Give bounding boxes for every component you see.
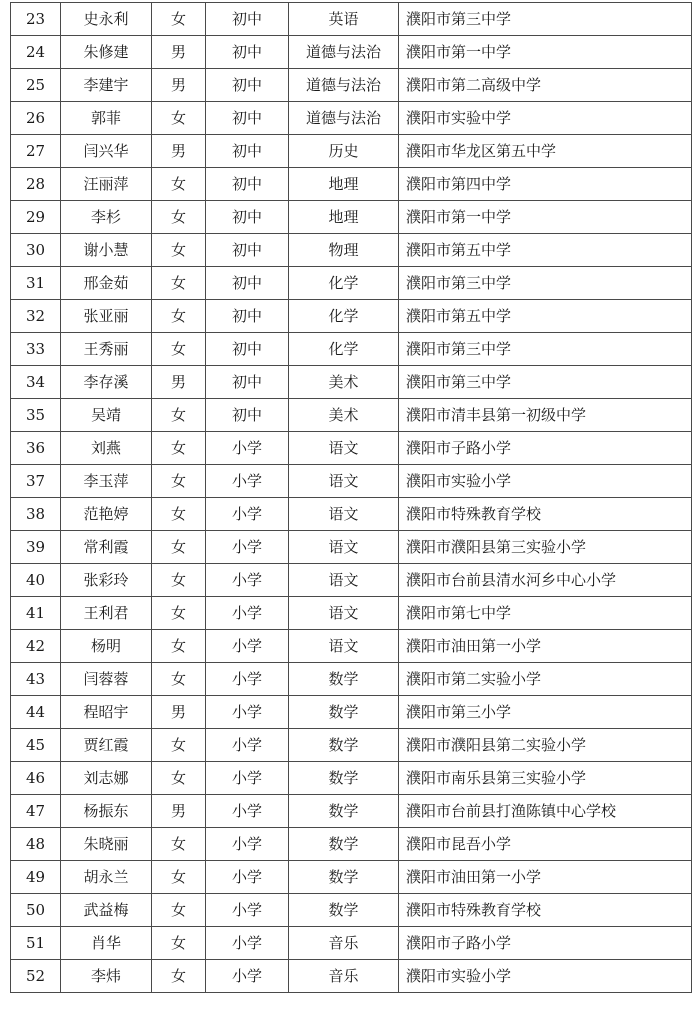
table-row <box>11 498 692 531</box>
teacher-name-cell: 刘燕 <box>61 432 152 465</box>
gender-cell: 女 <box>152 564 206 597</box>
row-number-cell: 32 <box>11 300 61 333</box>
gender-cell: 女 <box>152 729 206 762</box>
table-row <box>11 69 692 102</box>
school-cell: 濮阳市濮阳县第三实验小学 <box>399 531 692 564</box>
gender-cell: 女 <box>152 498 206 531</box>
table-row <box>11 795 692 828</box>
subject-cell: 地理 <box>289 168 399 201</box>
row-number-cell: 33 <box>11 333 61 366</box>
gender-cell: 男 <box>152 696 206 729</box>
school-cell: 濮阳市濮阳县第二实验小学 <box>399 729 692 762</box>
school-cell: 濮阳市实验小学 <box>399 465 692 498</box>
school-cell: 濮阳市油田第一小学 <box>399 861 692 894</box>
subject-cell: 语文 <box>289 597 399 630</box>
subject-cell: 美术 <box>289 399 399 432</box>
row-number-cell: 48 <box>11 828 61 861</box>
subject-cell: 化学 <box>289 300 399 333</box>
subject-cell: 语文 <box>289 432 399 465</box>
row-number-cell: 45 <box>11 729 61 762</box>
row-number-cell: 43 <box>11 663 61 696</box>
school-level-cell: 初中 <box>206 333 289 366</box>
subject-cell: 语文 <box>289 630 399 663</box>
school-level-cell: 小学 <box>206 432 289 465</box>
gender-cell: 女 <box>152 663 206 696</box>
school-cell: 濮阳市子路小学 <box>399 432 692 465</box>
teacher-name-cell: 邢金茹 <box>61 267 152 300</box>
table-row <box>11 399 692 432</box>
row-number-cell: 47 <box>11 795 61 828</box>
row-number-cell: 40 <box>11 564 61 597</box>
school-level-cell: 初中 <box>206 135 289 168</box>
school-cell: 濮阳市第七中学 <box>399 597 692 630</box>
school-level-cell: 小学 <box>206 498 289 531</box>
table-row <box>11 234 692 267</box>
teacher-name-cell: 王秀丽 <box>61 333 152 366</box>
subject-cell: 数学 <box>289 762 399 795</box>
gender-cell: 男 <box>152 69 206 102</box>
row-number-cell: 46 <box>11 762 61 795</box>
school-level-cell: 小学 <box>206 861 289 894</box>
teacher-name-cell: 李存溪 <box>61 366 152 399</box>
teacher-name-cell: 李杉 <box>61 201 152 234</box>
school-cell: 濮阳市第二高级中学 <box>399 69 692 102</box>
gender-cell: 女 <box>152 399 206 432</box>
gender-cell: 男 <box>152 366 206 399</box>
subject-cell: 音乐 <box>289 960 399 993</box>
school-cell: 濮阳市第四中学 <box>399 168 692 201</box>
school-level-cell: 小学 <box>206 597 289 630</box>
gender-cell: 女 <box>152 432 206 465</box>
school-cell: 濮阳市第五中学 <box>399 300 692 333</box>
table-row <box>11 564 692 597</box>
gender-cell: 女 <box>152 597 206 630</box>
table-row <box>11 102 692 135</box>
school-level-cell: 小学 <box>206 828 289 861</box>
school-level-cell: 小学 <box>206 960 289 993</box>
school-cell: 濮阳市第三中学 <box>399 366 692 399</box>
school-cell: 濮阳市油田第一小学 <box>399 630 692 663</box>
school-level-cell: 初中 <box>206 168 289 201</box>
teacher-name-cell: 史永利 <box>61 3 152 36</box>
gender-cell: 女 <box>152 630 206 663</box>
subject-cell: 语文 <box>289 564 399 597</box>
school-cell: 濮阳市台前县清水河乡中心小学 <box>399 564 692 597</box>
gender-cell: 女 <box>152 465 206 498</box>
row-number-cell: 30 <box>11 234 61 267</box>
row-number-cell: 37 <box>11 465 61 498</box>
row-number-cell: 35 <box>11 399 61 432</box>
school-cell: 濮阳市第三中学 <box>399 3 692 36</box>
gender-cell: 女 <box>152 3 206 36</box>
row-number-cell: 52 <box>11 960 61 993</box>
table-row <box>11 333 692 366</box>
school-level-cell: 初中 <box>206 36 289 69</box>
teacher-name-cell: 闫蓉蓉 <box>61 663 152 696</box>
school-cell: 濮阳市清丰县第一初级中学 <box>399 399 692 432</box>
school-level-cell: 初中 <box>206 201 289 234</box>
row-number-cell: 51 <box>11 927 61 960</box>
teacher-name-cell: 杨明 <box>61 630 152 663</box>
teacher-name-cell: 郭菲 <box>61 102 152 135</box>
table-row <box>11 3 692 36</box>
teacher-name-cell: 常利霞 <box>61 531 152 564</box>
school-level-cell: 初中 <box>206 3 289 36</box>
gender-cell: 女 <box>152 102 206 135</box>
teacher-name-cell: 武益梅 <box>61 894 152 927</box>
table-row <box>11 168 692 201</box>
teacher-name-cell: 闫兴华 <box>61 135 152 168</box>
row-number-cell: 38 <box>11 498 61 531</box>
teacher-name-cell: 刘志娜 <box>61 762 152 795</box>
row-number-cell: 36 <box>11 432 61 465</box>
row-number-cell: 24 <box>11 36 61 69</box>
gender-cell: 女 <box>152 762 206 795</box>
school-level-cell: 初中 <box>206 267 289 300</box>
row-number-cell: 26 <box>11 102 61 135</box>
school-level-cell: 小学 <box>206 663 289 696</box>
table-row <box>11 135 692 168</box>
gender-cell: 女 <box>152 960 206 993</box>
table-row <box>11 927 692 960</box>
gender-cell: 女 <box>152 234 206 267</box>
school-level-cell: 小学 <box>206 729 289 762</box>
row-number-cell: 39 <box>11 531 61 564</box>
subject-cell: 道德与法治 <box>289 102 399 135</box>
subject-cell: 化学 <box>289 267 399 300</box>
teacher-name-cell: 程昭宇 <box>61 696 152 729</box>
row-number-cell: 29 <box>11 201 61 234</box>
table-row <box>11 729 692 762</box>
gender-cell: 女 <box>152 300 206 333</box>
school-level-cell: 小学 <box>206 564 289 597</box>
subject-cell: 英语 <box>289 3 399 36</box>
subject-cell: 数学 <box>289 861 399 894</box>
row-number-cell: 49 <box>11 861 61 894</box>
school-level-cell: 初中 <box>206 300 289 333</box>
school-level-cell: 小学 <box>206 465 289 498</box>
school-level-cell: 小学 <box>206 927 289 960</box>
row-number-cell: 31 <box>11 267 61 300</box>
subject-cell: 历史 <box>289 135 399 168</box>
subject-cell: 数学 <box>289 894 399 927</box>
table-row <box>11 861 692 894</box>
gender-cell: 男 <box>152 795 206 828</box>
table-row <box>11 267 692 300</box>
school-level-cell: 小学 <box>206 795 289 828</box>
subject-cell: 数学 <box>289 729 399 762</box>
row-number-cell: 25 <box>11 69 61 102</box>
gender-cell: 女 <box>152 531 206 564</box>
school-level-cell: 初中 <box>206 366 289 399</box>
table-row <box>11 366 692 399</box>
school-level-cell: 初中 <box>206 102 289 135</box>
school-cell: 濮阳市华龙区第五中学 <box>399 135 692 168</box>
row-number-cell: 27 <box>11 135 61 168</box>
school-cell: 濮阳市实验中学 <box>399 102 692 135</box>
school-cell: 濮阳市特殊教育学校 <box>399 894 692 927</box>
gender-cell: 女 <box>152 861 206 894</box>
row-number-cell: 34 <box>11 366 61 399</box>
school-cell: 濮阳市第三中学 <box>399 267 692 300</box>
subject-cell: 地理 <box>289 201 399 234</box>
gender-cell: 男 <box>152 36 206 69</box>
teacher-name-cell: 张亚丽 <box>61 300 152 333</box>
school-cell: 濮阳市南乐县第三实验小学 <box>399 762 692 795</box>
teacher-roster-table <box>10 2 692 993</box>
school-cell: 濮阳市台前县打渔陈镇中心学校 <box>399 795 692 828</box>
table-row <box>11 597 692 630</box>
row-number-cell: 41 <box>11 597 61 630</box>
teacher-name-cell: 胡永兰 <box>61 861 152 894</box>
table-row <box>11 465 692 498</box>
gender-cell: 女 <box>152 927 206 960</box>
subject-cell: 数学 <box>289 828 399 861</box>
school-level-cell: 初中 <box>206 69 289 102</box>
subject-cell: 语文 <box>289 465 399 498</box>
table-row <box>11 36 692 69</box>
school-cell: 濮阳市第五中学 <box>399 234 692 267</box>
teacher-name-cell: 肖华 <box>61 927 152 960</box>
teacher-name-cell: 王利君 <box>61 597 152 630</box>
subject-cell: 道德与法治 <box>289 69 399 102</box>
row-number-cell: 42 <box>11 630 61 663</box>
table-row <box>11 828 692 861</box>
subject-cell: 物理 <box>289 234 399 267</box>
subject-cell: 美术 <box>289 366 399 399</box>
subject-cell: 数学 <box>289 696 399 729</box>
school-cell: 濮阳市第一中学 <box>399 201 692 234</box>
table-row <box>11 630 692 663</box>
row-number-cell: 50 <box>11 894 61 927</box>
table-row <box>11 894 692 927</box>
gender-cell: 女 <box>152 333 206 366</box>
teacher-name-cell: 杨振东 <box>61 795 152 828</box>
table-row <box>11 201 692 234</box>
gender-cell: 男 <box>152 135 206 168</box>
teacher-name-cell: 李玉萍 <box>61 465 152 498</box>
table-row <box>11 960 692 993</box>
teacher-name-cell: 朱晓丽 <box>61 828 152 861</box>
teacher-name-cell: 范艳婷 <box>61 498 152 531</box>
school-cell: 濮阳市第一中学 <box>399 36 692 69</box>
gender-cell: 女 <box>152 168 206 201</box>
school-level-cell: 小学 <box>206 762 289 795</box>
teacher-name-cell: 谢小慧 <box>61 234 152 267</box>
gender-cell: 女 <box>152 828 206 861</box>
gender-cell: 女 <box>152 201 206 234</box>
school-cell: 濮阳市第三中学 <box>399 333 692 366</box>
row-number-cell: 28 <box>11 168 61 201</box>
teacher-name-cell: 朱修建 <box>61 36 152 69</box>
table-row <box>11 531 692 564</box>
subject-cell: 道德与法治 <box>289 36 399 69</box>
table-row <box>11 432 692 465</box>
school-cell: 濮阳市子路小学 <box>399 927 692 960</box>
teacher-name-cell: 吴靖 <box>61 399 152 432</box>
school-level-cell: 小学 <box>206 894 289 927</box>
subject-cell: 化学 <box>289 333 399 366</box>
school-level-cell: 初中 <box>206 399 289 432</box>
subject-cell: 语文 <box>289 531 399 564</box>
school-level-cell: 小学 <box>206 531 289 564</box>
school-level-cell: 小学 <box>206 630 289 663</box>
subject-cell: 音乐 <box>289 927 399 960</box>
subject-cell: 数学 <box>289 663 399 696</box>
gender-cell: 女 <box>152 267 206 300</box>
school-level-cell: 初中 <box>206 234 289 267</box>
table-row <box>11 696 692 729</box>
teacher-name-cell: 李建宇 <box>61 69 152 102</box>
school-level-cell: 小学 <box>206 696 289 729</box>
table-row <box>11 663 692 696</box>
subject-cell: 语文 <box>289 498 399 531</box>
school-cell: 濮阳市第三小学 <box>399 696 692 729</box>
school-cell: 濮阳市特殊教育学校 <box>399 498 692 531</box>
row-number-cell: 23 <box>11 3 61 36</box>
gender-cell: 女 <box>152 894 206 927</box>
row-number-cell: 44 <box>11 696 61 729</box>
table-row <box>11 762 692 795</box>
school-cell: 濮阳市实验小学 <box>399 960 692 993</box>
school-cell: 濮阳市第二实验小学 <box>399 663 692 696</box>
roster-body <box>11 3 692 993</box>
table-row <box>11 300 692 333</box>
subject-cell: 数学 <box>289 795 399 828</box>
teacher-name-cell: 张彩玲 <box>61 564 152 597</box>
teacher-name-cell: 汪丽萍 <box>61 168 152 201</box>
teacher-name-cell: 李炜 <box>61 960 152 993</box>
school-cell: 濮阳市昆吾小学 <box>399 828 692 861</box>
teacher-name-cell: 贾红霞 <box>61 729 152 762</box>
